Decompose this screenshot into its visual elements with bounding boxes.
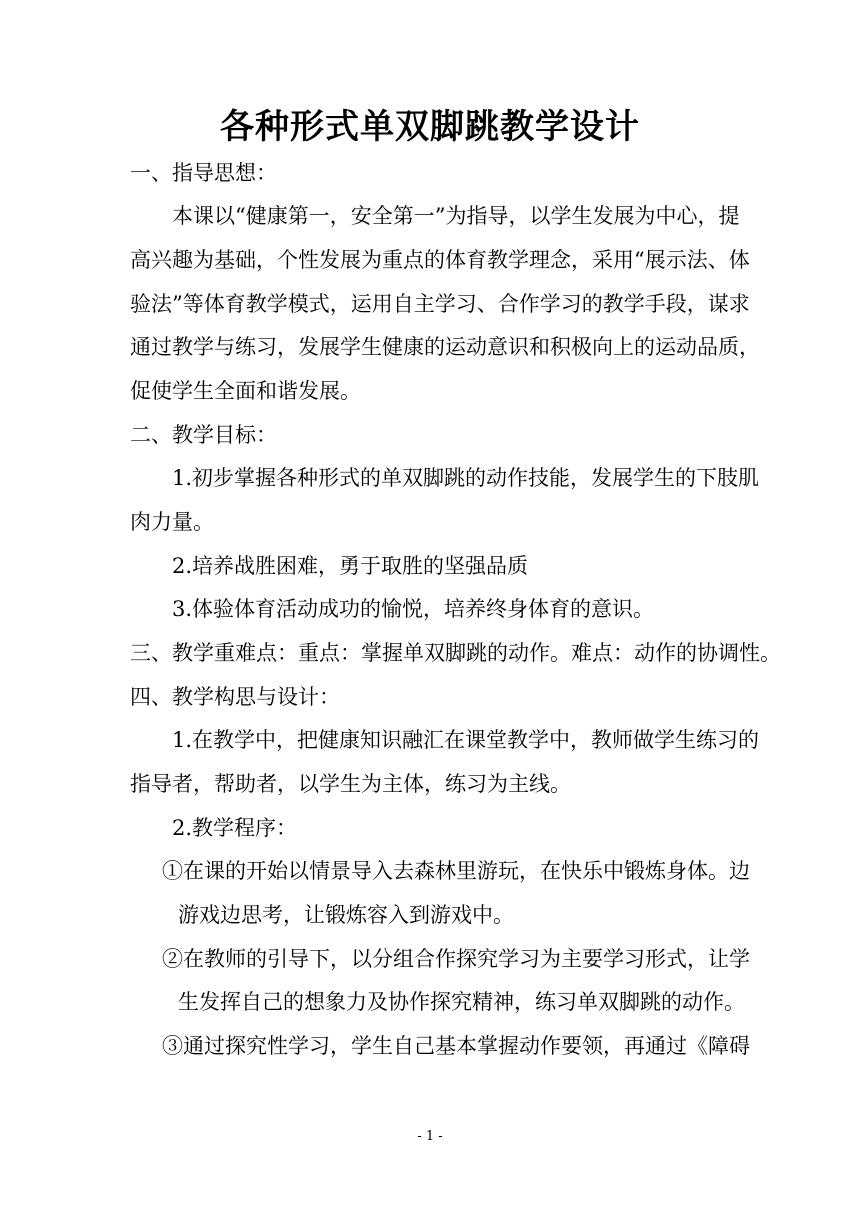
section-key-points: 三、教学重难点：重点：掌握单双脚跳的动作。难点：动作的协调性。 xyxy=(130,641,781,665)
page-number: - 1 - xyxy=(417,1129,443,1144)
goal-item: 1.初步掌握各种形式的单双脚跳的动作技能，发展学生的下肢肌 xyxy=(172,466,760,490)
goal-item: 3.体验体育活动成功的愉悦，培养终身体育的意识。 xyxy=(172,597,655,621)
document-title: 各种形式单双脚跳教学设计 xyxy=(220,107,640,147)
procedure-item: ①在课的开始以情景导入去森林里游玩，在快乐中锻炼身体。边 xyxy=(162,859,750,883)
procedure-item-continuation: 游戏边思考，让锻炼容入到游戏中。 xyxy=(178,903,514,927)
procedure-item: ②在教师的引导下，以分组合作探究学习为主要学习形式，让学 xyxy=(162,947,750,971)
section-heading-guiding-thought: 一、指导思想： xyxy=(130,161,277,185)
paragraph-line: 指导者，帮助者，以学生为主体，练习为主线。 xyxy=(130,772,571,796)
paragraph-line: 1.在教学中，把健康知识融汇在课堂教学中，教师做学生练习的 xyxy=(172,728,760,752)
paragraph-line: 促使学生全面和谐发展。 xyxy=(130,379,361,403)
procedure-item-continuation: 生发挥自己的想象力及协作探究精神，练习单双脚跳的动作。 xyxy=(178,990,745,1014)
procedure-item: ③通过探究性学习，学生自己基本掌握动作要领，再通过《障碍 xyxy=(162,1034,750,1058)
paragraph-line: 2.教学程序： xyxy=(172,816,298,840)
paragraph-line: 本课以“健康第一，安全第一”为指导，以学生发展为中心，提 xyxy=(172,204,740,228)
goal-item: 2.培养战胜困难，勇于取胜的坚强品质 xyxy=(172,554,529,578)
section-heading-teaching-goals: 二、教学目标： xyxy=(130,423,277,447)
paragraph-line: 通过教学与练习，发展学生健康的运动意识和积极向上的运动品质， xyxy=(130,335,760,359)
paragraph-line: 验法”等体育教学模式，运用自主学习、合作学习的教学手段，谋求 xyxy=(130,292,750,316)
section-heading-design: 四、教学构思与设计： xyxy=(130,685,340,709)
paragraph-line: 高兴趣为基础，个性发展为重点的体育教学理念，采用“展示法、体 xyxy=(130,248,750,272)
goal-item-continuation: 肉力量。 xyxy=(130,510,214,534)
